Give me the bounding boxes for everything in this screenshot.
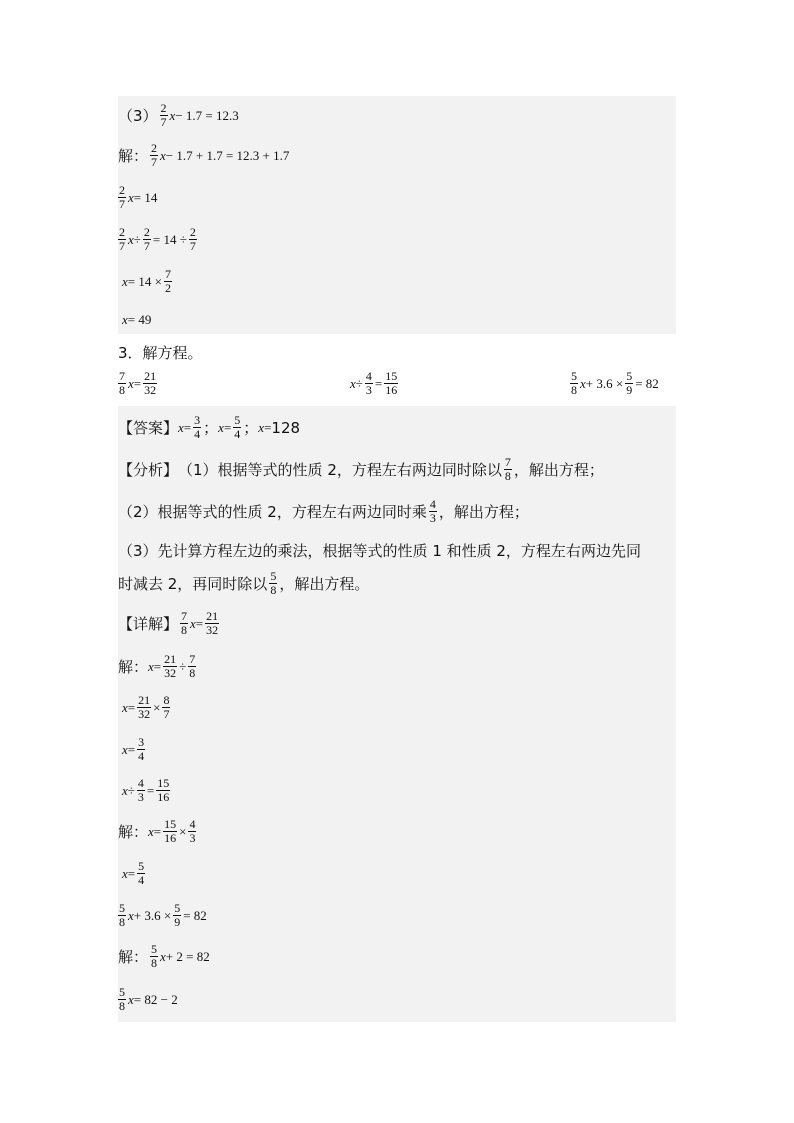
fraction bbox=[429, 498, 437, 525]
fraction bbox=[163, 653, 177, 680]
numerator: 2 bbox=[119, 225, 125, 239]
denominator: 9 bbox=[174, 915, 181, 929]
denominator: 3 bbox=[137, 790, 144, 804]
math-text: = 14 ÷ bbox=[152, 231, 187, 247]
equation-1 bbox=[118, 370, 159, 397]
numerator: 2 bbox=[160, 101, 167, 115]
numerator: 5 bbox=[234, 413, 241, 427]
equation-line bbox=[118, 142, 289, 169]
numerator: 7 bbox=[189, 652, 196, 666]
numerator: 21 bbox=[138, 693, 151, 707]
math-text: = bbox=[127, 865, 136, 881]
numerator: 5 bbox=[626, 369, 633, 383]
denominator: 8 bbox=[119, 915, 125, 929]
fraction bbox=[180, 610, 188, 637]
math-text: x bbox=[128, 231, 134, 247]
math-text: + 3.6 × bbox=[133, 907, 172, 923]
analysis-line-2 bbox=[118, 498, 529, 525]
answer-line bbox=[118, 414, 300, 441]
fraction bbox=[193, 414, 201, 441]
numerator: 21 bbox=[164, 652, 177, 666]
numerator: 21 bbox=[206, 609, 219, 623]
detail-line-3 bbox=[118, 736, 147, 763]
math-text: + 2 = 82 bbox=[165, 948, 210, 964]
fraction bbox=[160, 102, 168, 129]
numerator: 4 bbox=[429, 497, 436, 511]
analysis-label: 【分析】 bbox=[118, 461, 179, 479]
detail-label: 【详解】 bbox=[118, 615, 179, 633]
detail-line-8 bbox=[118, 943, 210, 970]
math-text: = bbox=[374, 375, 383, 391]
numerator: 15 bbox=[385, 369, 398, 383]
fraction bbox=[137, 694, 151, 721]
equation-line bbox=[118, 312, 151, 328]
fraction bbox=[143, 226, 151, 253]
numerator: 3 bbox=[138, 735, 145, 749]
numerator: 5 bbox=[571, 369, 577, 383]
fraction bbox=[189, 226, 197, 253]
math-text: x bbox=[178, 419, 184, 435]
math-text: = bbox=[153, 823, 162, 839]
math-text: x bbox=[258, 419, 265, 435]
math-text: − 1.7 = 12.3 bbox=[175, 107, 239, 123]
solution-block-top bbox=[118, 96, 676, 334]
math-text: x bbox=[122, 312, 128, 327]
fraction bbox=[625, 370, 633, 397]
solve-prefix: 解： bbox=[118, 948, 149, 966]
math-text: x bbox=[580, 375, 586, 391]
question-title bbox=[118, 342, 203, 363]
denominator: 3 bbox=[429, 511, 436, 525]
detail-line-9 bbox=[118, 986, 178, 1013]
solve-prefix: 解： bbox=[118, 658, 149, 676]
math-text: = bbox=[195, 615, 204, 631]
detail-line-0 bbox=[118, 610, 221, 637]
math-text: x bbox=[128, 991, 134, 1007]
math-text: + 3.6 × bbox=[585, 375, 624, 391]
math-text: = bbox=[127, 741, 136, 757]
text: ，解出方程。 bbox=[279, 575, 370, 593]
math-text: ÷ bbox=[179, 658, 187, 674]
denominator: 4 bbox=[138, 873, 145, 887]
fraction bbox=[162, 694, 170, 721]
math-text: = 82 bbox=[183, 907, 207, 923]
analysis-line-4 bbox=[118, 570, 369, 597]
equation-2 bbox=[350, 370, 400, 397]
numerator: 5 bbox=[119, 985, 125, 999]
denominator: 7 bbox=[189, 239, 196, 253]
text: ； bbox=[243, 419, 259, 437]
math-text: = bbox=[133, 375, 142, 391]
math-text: x bbox=[218, 419, 224, 435]
denominator: 32 bbox=[138, 707, 151, 721]
text: 3．解方程。 bbox=[118, 344, 203, 362]
fraction bbox=[143, 370, 157, 397]
equation-line bbox=[118, 184, 157, 211]
math-text: = 14 bbox=[133, 189, 158, 205]
text: （2）根据等式的性质 2，方程左右两边同时乘 bbox=[118, 503, 427, 521]
denominator: 16 bbox=[157, 790, 170, 804]
fraction bbox=[384, 370, 398, 397]
math-text: = bbox=[223, 419, 232, 435]
fraction bbox=[163, 818, 177, 845]
math-text: − 1.7 + 1.7 = 12.3 + 1.7 bbox=[165, 147, 290, 163]
denominator: 8 bbox=[181, 623, 188, 637]
math-text: x bbox=[148, 658, 154, 674]
denominator: 32 bbox=[144, 383, 157, 397]
numerator: 2 bbox=[119, 183, 125, 197]
fraction bbox=[118, 986, 126, 1013]
numerator: 3 bbox=[194, 413, 201, 427]
denominator: 7 bbox=[143, 239, 150, 253]
math-text: x bbox=[160, 948, 166, 964]
numerator: 2 bbox=[151, 141, 158, 155]
detail-line-2 bbox=[118, 694, 172, 721]
numerator: 2 bbox=[189, 225, 196, 239]
solve-prefix: 解： bbox=[118, 823, 149, 841]
math-text: x bbox=[190, 615, 196, 631]
math-text: = bbox=[153, 658, 162, 674]
math-text: = bbox=[146, 782, 155, 798]
math-text: = bbox=[183, 419, 192, 435]
denominator: 16 bbox=[385, 383, 398, 397]
denominator: 8 bbox=[119, 999, 125, 1013]
fraction bbox=[173, 902, 181, 929]
fraction bbox=[570, 370, 578, 397]
math-text: = 49 bbox=[127, 312, 152, 327]
detail-line-5 bbox=[118, 818, 198, 845]
denominator: 2 bbox=[164, 281, 171, 295]
numerator: 5 bbox=[151, 942, 158, 956]
detail-line-4 bbox=[118, 777, 172, 804]
denominator: 9 bbox=[626, 383, 633, 397]
numerator: 7 bbox=[119, 369, 125, 383]
denominator: 7 bbox=[163, 707, 170, 721]
fraction bbox=[118, 902, 126, 929]
denominator: 4 bbox=[194, 427, 201, 441]
fraction bbox=[137, 860, 145, 887]
denominator: 7 bbox=[151, 155, 158, 169]
denominator: 8 bbox=[270, 583, 277, 597]
detail-line-1 bbox=[118, 653, 198, 680]
math-text: x bbox=[148, 823, 154, 839]
fraction bbox=[150, 943, 158, 970]
math-text: x bbox=[160, 147, 166, 163]
denominator: 32 bbox=[164, 666, 177, 680]
numerator: 5 bbox=[270, 569, 277, 583]
numerator: 8 bbox=[163, 693, 170, 707]
math-text: = 82 − 2 bbox=[133, 991, 178, 1007]
denominator: 8 bbox=[504, 469, 511, 483]
math-text: x bbox=[122, 699, 128, 715]
equation-line bbox=[118, 226, 199, 253]
fraction bbox=[156, 777, 170, 804]
math-text: = 82 bbox=[635, 375, 659, 391]
numerator: 4 bbox=[137, 776, 144, 790]
math-text: = bbox=[127, 699, 136, 715]
problem-number: （3） bbox=[118, 107, 158, 125]
numerator: 7 bbox=[504, 455, 511, 469]
fraction bbox=[150, 142, 158, 169]
math-text: ÷ bbox=[133, 231, 141, 247]
denominator: 4 bbox=[138, 749, 145, 763]
fraction bbox=[118, 184, 126, 211]
math-text: x bbox=[169, 107, 176, 123]
fraction bbox=[188, 653, 196, 680]
numerator: 15 bbox=[164, 817, 177, 831]
fraction bbox=[137, 777, 145, 804]
numerator: 4 bbox=[189, 817, 196, 831]
fraction bbox=[137, 736, 145, 763]
text: （1）根据等式的性质 2，方程左右两边同时除以 bbox=[178, 461, 502, 479]
math-text: = 14 × bbox=[127, 273, 162, 289]
numerator: 2 bbox=[143, 225, 150, 239]
math-text: x bbox=[122, 782, 128, 798]
numerator: 7 bbox=[181, 609, 188, 623]
analysis-line-1 bbox=[118, 456, 604, 483]
numerator: 4 bbox=[365, 369, 372, 383]
fraction bbox=[205, 610, 219, 637]
denominator: 8 bbox=[571, 383, 577, 397]
denominator: 4 bbox=[234, 427, 241, 441]
math-text: x bbox=[122, 273, 128, 289]
answer-label: 【答案】 bbox=[118, 419, 179, 437]
solve-prefix: 解： bbox=[118, 147, 149, 165]
math-text: ÷ bbox=[127, 782, 135, 798]
math-text: x bbox=[122, 741, 128, 757]
text: 时减去 2，再同时除以 bbox=[118, 575, 268, 593]
equation-line bbox=[118, 102, 239, 129]
text: ，解出方程； bbox=[438, 503, 529, 521]
math-text: x bbox=[122, 865, 128, 881]
detail-line-7 bbox=[118, 902, 207, 929]
fraction bbox=[269, 570, 277, 597]
math-text: x bbox=[350, 375, 356, 391]
denominator: 7 bbox=[119, 239, 125, 253]
numerator: 5 bbox=[174, 901, 181, 915]
denominator: 7 bbox=[119, 197, 125, 211]
numerator: 5 bbox=[119, 901, 125, 915]
denominator: 7 bbox=[160, 115, 167, 129]
numerator: 21 bbox=[144, 369, 157, 383]
denominator: 3 bbox=[189, 831, 196, 845]
denominator: 8 bbox=[151, 956, 158, 970]
fraction bbox=[233, 414, 241, 441]
denominator: 3 bbox=[365, 383, 372, 397]
text: ； bbox=[203, 419, 219, 437]
denominator: 16 bbox=[164, 831, 177, 845]
text: （3）先计算方程左边的乘法，根据等式的性质 1 和性质 2，方程左右两边先同 bbox=[118, 542, 641, 560]
text: 128 bbox=[271, 418, 301, 437]
math-text: x bbox=[128, 375, 134, 391]
numerator: 5 bbox=[138, 859, 145, 873]
math-text: × bbox=[153, 699, 161, 715]
numerator: 15 bbox=[157, 776, 170, 790]
math-text: × bbox=[179, 823, 187, 839]
math-text: ÷ bbox=[355, 375, 363, 391]
denominator: 8 bbox=[119, 383, 125, 397]
equation-line bbox=[118, 268, 174, 295]
fraction bbox=[164, 268, 172, 295]
fraction bbox=[188, 818, 196, 845]
denominator: 32 bbox=[206, 623, 219, 637]
fraction bbox=[365, 370, 373, 397]
analysis-line-3 bbox=[118, 540, 641, 561]
detail-line-6 bbox=[118, 860, 147, 887]
fraction bbox=[504, 456, 512, 483]
fraction bbox=[118, 226, 126, 253]
numerator: 7 bbox=[164, 267, 171, 281]
math-text: x bbox=[128, 189, 134, 205]
math-text: x bbox=[128, 907, 134, 923]
fraction bbox=[118, 370, 126, 397]
math-text: = bbox=[264, 419, 272, 435]
text: ，解出方程； bbox=[513, 461, 604, 479]
denominator: 8 bbox=[189, 666, 196, 680]
equation-3 bbox=[570, 370, 659, 397]
